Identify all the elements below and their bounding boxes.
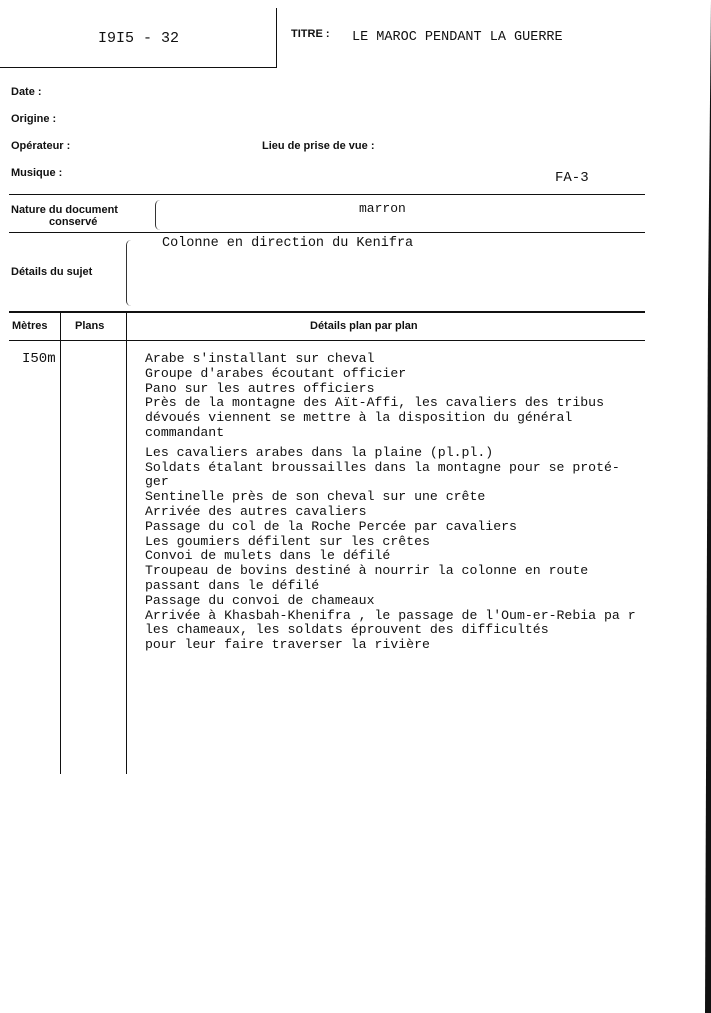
header-box-bottom-border — [0, 67, 277, 68]
details-line: les chameaux, les soldats éprouvent des difficultés — [145, 622, 549, 638]
details-line: Arrivée des autres cavaliers — [145, 503, 367, 519]
header-box-right-border — [276, 8, 277, 68]
title-label: TITRE : — [291, 28, 330, 40]
details-list — [145, 352, 636, 653]
column-divider-metres — [60, 313, 61, 774]
details-line: Groupe d'arabes écoutant officier — [145, 365, 407, 381]
rule-top-table — [9, 311, 645, 313]
details-line: Sentinelle près de son cheval sur une crête — [145, 489, 486, 505]
rule-under-table-header — [9, 340, 645, 341]
nature-label-line2: conservé — [49, 216, 98, 228]
details-line: Les cavaliers arabes dans la plaine (pl.pl.) — [145, 444, 494, 460]
sujet-value: Colonne en direction du Kenifra — [162, 236, 414, 251]
nature-label-line1: Nature du document — [11, 204, 118, 216]
column-header-details: Détails plan par plan — [310, 320, 418, 332]
details-line: Soldats étalant broussailles dans la montagne pour se proté- — [145, 459, 620, 475]
details-line: passant dans le défilé — [145, 577, 320, 593]
details-line: pour leur faire traverser la rivière — [145, 637, 430, 653]
details-line: Convoi de mulets dans le défilé — [145, 548, 391, 564]
details-line: Arrivée à Khasbah-Khenifra , le passage de l'Oum-er-Rebia pa r — [145, 607, 636, 623]
rule-bottom-nature — [9, 232, 645, 233]
details-line: Troupeau de bovins destiné à nourrir la colonne en route — [145, 563, 589, 579]
column-header-plans: Plans — [75, 320, 105, 332]
nature-value: marron — [359, 201, 406, 216]
date-label: Date : — [11, 86, 42, 98]
title-value: LE MAROC PENDANT LA GUERRE — [352, 30, 563, 45]
nature-bracket — [155, 200, 160, 230]
details-line: Passage du convoi de chameaux — [145, 592, 375, 608]
rule-top-nature — [9, 194, 645, 195]
details-line: ger — [145, 474, 169, 490]
details-line: Près de la montagne des Aït-Affi, les cavaliers des tribus — [145, 395, 604, 411]
details-line: Passage du col de la Roche Percée par cavaliers — [145, 518, 517, 534]
sujet-label: Détails du sujet — [11, 266, 93, 278]
details-line: dévoués viennent se mettre à la disposition du général — [145, 410, 573, 426]
origine-label: Origine : — [11, 113, 57, 125]
metres-value: I50m — [22, 351, 56, 367]
details-line: Les goumiers défilent sur les crêtes — [145, 533, 430, 549]
details-line: Arabe s'installant sur cheval — [145, 351, 375, 366]
page-edge-shadow — [705, 0, 711, 1013]
details-line: Pano sur les autres officiers — [145, 380, 375, 396]
document-code: FA-3 — [555, 170, 589, 186]
lieu-label: Lieu de prise de vue : — [262, 140, 375, 152]
column-header-metres: Mètres — [12, 320, 48, 332]
musique-label: Musique : — [11, 167, 63, 179]
column-divider-plans — [126, 313, 127, 774]
operateur-label: Opérateur : — [11, 140, 71, 152]
reference-number: I9I5 - 32 — [98, 30, 180, 47]
sujet-bracket — [126, 240, 131, 306]
details-line: commandant — [145, 424, 225, 440]
